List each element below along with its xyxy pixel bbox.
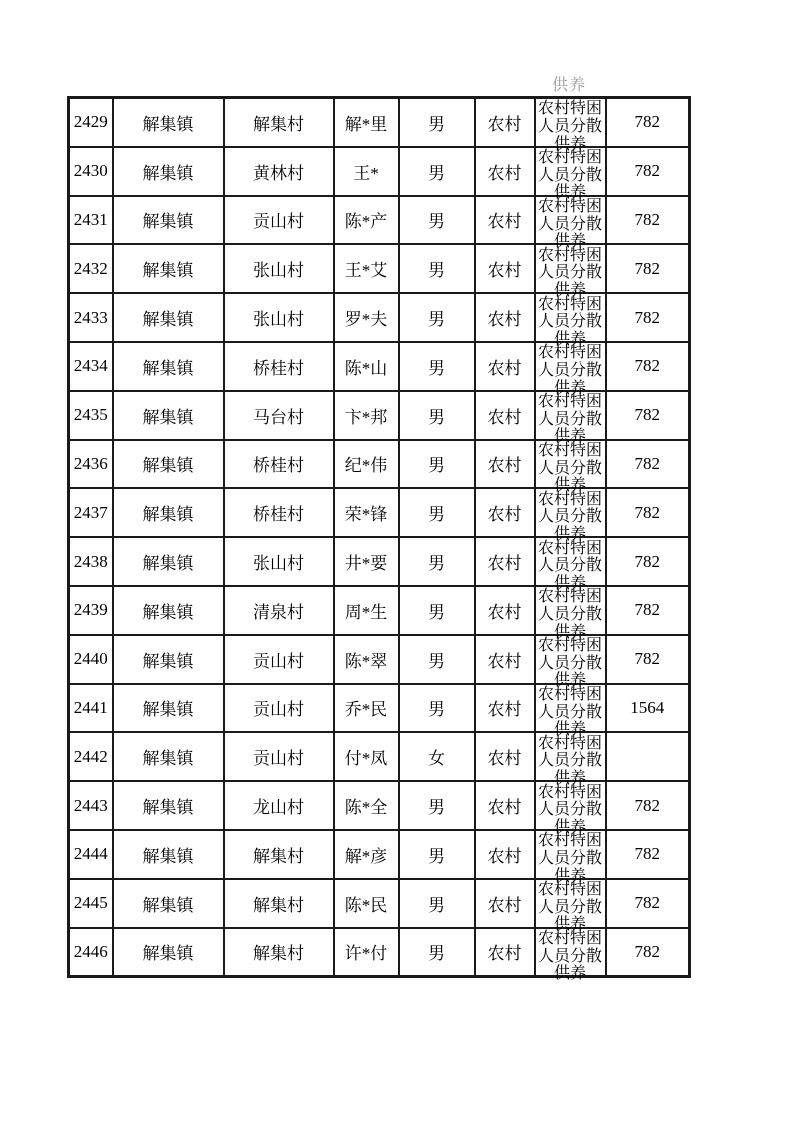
cell-town: 解集镇 — [113, 684, 224, 733]
cell-name: 王*艾 — [334, 244, 399, 293]
cell-category — [535, 147, 606, 202]
cell-category — [535, 586, 606, 641]
cell-category — [535, 196, 606, 251]
cell-town: 解集镇 — [113, 732, 224, 781]
category-text: 农村特困人员分散供养 — [537, 344, 602, 397]
cell-area: 农村 — [475, 391, 535, 440]
cell-village: 贡山村 — [224, 635, 334, 684]
cell-area: 农村 — [475, 928, 535, 977]
cell-seq: 2435 — [69, 391, 113, 440]
category-text: 农村特困人员分散供养 — [537, 637, 602, 690]
cell-amount: 782 — [606, 537, 690, 586]
cell-category — [535, 244, 606, 299]
table-row — [69, 98, 690, 147]
category-text: 农村特困人员分散供养 — [537, 441, 602, 495]
cell-town: 解集镇 — [113, 781, 224, 830]
cell-village: 贡山村 — [224, 196, 334, 245]
cell-seq: 2433 — [69, 293, 113, 342]
cell-area: 农村 — [475, 440, 535, 489]
table-row — [69, 440, 690, 489]
table-row — [69, 244, 690, 293]
cell-seq: 2438 — [69, 537, 113, 586]
cell-category — [535, 98, 606, 153]
cell-gender: 男 — [399, 537, 475, 586]
cell-amount: 782 — [606, 586, 690, 635]
cell-seq: 2445 — [69, 879, 113, 928]
cell-amount: 782 — [606, 830, 690, 879]
cell-town: 解集镇 — [113, 342, 224, 391]
cell-name: 许*付 — [334, 928, 399, 977]
cell-amount — [606, 732, 690, 781]
cell-seq: 2442 — [69, 732, 113, 781]
cell-village: 桥桂村 — [224, 488, 334, 537]
category-text: 农村特困人员分散供养 — [537, 295, 602, 348]
cell-name: 乔*民 — [334, 684, 399, 733]
cell-area: 农村 — [475, 98, 535, 147]
prev-page-clipped-text-label: 供养 — [551, 77, 586, 94]
cell-name: 周*生 — [334, 586, 399, 635]
table-row — [69, 586, 690, 635]
cell-category — [535, 440, 606, 495]
cell-town: 解集镇 — [113, 244, 224, 293]
cell-name: 解*彦 — [334, 830, 399, 879]
category-text: 农村特困人员分散供养 — [537, 539, 602, 592]
cell-town: 解集镇 — [113, 196, 224, 245]
cell-village: 龙山村 — [224, 781, 334, 830]
cell-village: 桥桂村 — [224, 342, 334, 391]
cell-area: 农村 — [475, 196, 535, 245]
cell-amount: 782 — [606, 488, 690, 537]
cell-town: 解集镇 — [113, 293, 224, 342]
cell-gender: 女 — [399, 732, 475, 781]
cell-area: 农村 — [475, 732, 535, 781]
cell-amount: 782 — [606, 879, 690, 928]
table-row — [69, 732, 690, 781]
cell-gender: 男 — [399, 147, 475, 196]
cell-village: 解集村 — [224, 879, 334, 928]
cell-category — [535, 684, 606, 739]
cell-town: 解集镇 — [113, 147, 224, 196]
cell-seq: 2430 — [69, 147, 113, 196]
table-row — [69, 635, 690, 684]
cell-category — [535, 879, 606, 934]
table-row — [69, 342, 690, 391]
category-text: 农村特困人员分散供养 — [537, 100, 602, 153]
cell-seq: 2444 — [69, 830, 113, 879]
cell-gender: 男 — [399, 488, 475, 537]
cell-village: 张山村 — [224, 244, 334, 293]
cell-area: 农村 — [475, 781, 535, 830]
category-text: 农村特困人员分散供养 — [537, 246, 602, 299]
cell-town: 解集镇 — [113, 879, 224, 928]
category-text: 农村特困人员分散供养 — [537, 490, 602, 543]
cell-seq: 2434 — [69, 342, 113, 391]
table-row — [69, 147, 690, 196]
cell-gender: 男 — [399, 98, 475, 147]
table-row — [69, 928, 690, 977]
category-text: 农村特困人员分散供养 — [537, 783, 602, 836]
cell-name: 纪*伟 — [334, 440, 399, 489]
cell-amount: 782 — [606, 147, 690, 196]
cell-amount: 782 — [606, 781, 690, 830]
cell-seq: 2432 — [69, 244, 113, 293]
cell-category — [535, 928, 606, 983]
cell-town: 解集镇 — [113, 928, 224, 977]
cell-village: 清泉村 — [224, 586, 334, 635]
cell-town: 解集镇 — [113, 830, 224, 879]
cell-village: 黄林村 — [224, 147, 334, 196]
cell-category — [535, 537, 606, 592]
category-text: 农村特困人员分散供养 — [537, 929, 602, 983]
cell-amount: 782 — [606, 391, 690, 440]
cell-area: 农村 — [475, 342, 535, 391]
category-text: 农村特困人员分散供养 — [537, 197, 602, 251]
cell-name: 陈*山 — [334, 342, 399, 391]
category-text: 农村特困人员分散供养 — [537, 881, 602, 934]
cell-category — [535, 732, 606, 787]
category-text: 农村特困人员分散供养 — [537, 832, 602, 885]
cell-amount: 782 — [606, 196, 690, 245]
cell-amount: 782 — [606, 342, 690, 391]
cell-name: 陈*民 — [334, 879, 399, 928]
cell-area: 农村 — [475, 537, 535, 586]
cell-village: 马台村 — [224, 391, 334, 440]
cell-name: 付*凤 — [334, 732, 399, 781]
table-row — [69, 879, 690, 928]
cell-village: 解集村 — [224, 830, 334, 879]
cell-seq: 2441 — [69, 684, 113, 733]
table-row — [69, 684, 690, 733]
cell-village: 解集村 — [224, 98, 334, 147]
cell-gender: 男 — [399, 830, 475, 879]
cell-category — [535, 391, 606, 446]
cell-area: 农村 — [475, 293, 535, 342]
cell-seq: 2431 — [69, 196, 113, 245]
cell-seq: 2443 — [69, 781, 113, 830]
category-text: 农村特困人员分散供养 — [537, 393, 602, 446]
cell-area: 农村 — [475, 635, 535, 684]
cell-area: 农村 — [475, 147, 535, 196]
cell-village: 张山村 — [224, 293, 334, 342]
cell-gender: 男 — [399, 196, 475, 245]
cell-amount: 782 — [606, 98, 690, 147]
cell-gender: 男 — [399, 781, 475, 830]
table-row — [69, 830, 690, 879]
cell-gender: 男 — [399, 440, 475, 489]
record-table — [67, 96, 691, 983]
category-text: 农村特困人员分散供养 — [537, 149, 602, 202]
cell-town: 解集镇 — [113, 635, 224, 684]
cell-gender: 男 — [399, 586, 475, 635]
cell-area: 农村 — [475, 684, 535, 733]
cell-town: 解集镇 — [113, 537, 224, 586]
cell-amount: 1564 — [606, 684, 690, 733]
table-body — [69, 98, 690, 983]
cell-category — [535, 830, 606, 885]
cell-name: 井*要 — [334, 537, 399, 586]
cell-category — [535, 781, 606, 836]
category-text: 农村特困人员分散供养 — [537, 734, 602, 787]
cell-village: 贡山村 — [224, 732, 334, 781]
prev-page-clipped-text — [534, 77, 604, 95]
cell-village: 解集村 — [224, 928, 334, 977]
cell-name: 罗*夫 — [334, 293, 399, 342]
cell-area: 农村 — [475, 879, 535, 928]
cell-category — [535, 488, 606, 543]
table-row — [69, 781, 690, 830]
cell-category — [535, 342, 606, 397]
cell-seq: 2440 — [69, 635, 113, 684]
cell-gender: 男 — [399, 342, 475, 391]
cell-village: 桥桂村 — [224, 440, 334, 489]
table-row — [69, 488, 690, 537]
cell-name: 陈*产 — [334, 196, 399, 245]
table-row — [69, 196, 690, 245]
cell-name: 卞*邦 — [334, 391, 399, 440]
cell-amount: 782 — [606, 635, 690, 684]
table-row — [69, 537, 690, 586]
cell-category — [535, 635, 606, 690]
cell-village: 贡山村 — [224, 684, 334, 733]
cell-amount: 782 — [606, 244, 690, 293]
cell-gender: 男 — [399, 684, 475, 733]
cell-gender: 男 — [399, 244, 475, 293]
cell-seq: 2437 — [69, 488, 113, 537]
cell-gender: 男 — [399, 928, 475, 977]
cell-name: 荣*锋 — [334, 488, 399, 537]
cell-amount: 782 — [606, 928, 690, 977]
cell-village: 张山村 — [224, 537, 334, 586]
cell-town: 解集镇 — [113, 586, 224, 635]
cell-name: 解*里 — [334, 98, 399, 147]
cell-seq: 2436 — [69, 440, 113, 489]
cell-seq: 2439 — [69, 586, 113, 635]
cell-category — [535, 293, 606, 348]
cell-town: 解集镇 — [113, 98, 224, 147]
cell-seq: 2429 — [69, 98, 113, 147]
cell-gender: 男 — [399, 293, 475, 342]
cell-gender: 男 — [399, 391, 475, 440]
cell-gender: 男 — [399, 635, 475, 684]
cell-name: 陈*翠 — [334, 635, 399, 684]
cell-town: 解集镇 — [113, 391, 224, 440]
cell-town: 解集镇 — [113, 440, 224, 489]
category-text: 农村特困人员分散供养 — [537, 588, 602, 641]
cell-amount: 782 — [606, 440, 690, 489]
cell-area: 农村 — [475, 488, 535, 537]
table-row — [69, 391, 690, 440]
cell-area: 农村 — [475, 586, 535, 635]
table-row — [69, 293, 690, 342]
cell-gender: 男 — [399, 879, 475, 928]
cell-seq: 2446 — [69, 928, 113, 977]
cell-name: 陈*全 — [334, 781, 399, 830]
cell-area: 农村 — [475, 244, 535, 293]
category-text: 农村特困人员分散供养 — [537, 685, 602, 739]
cell-area: 农村 — [475, 830, 535, 879]
cell-name: 王* — [334, 147, 399, 196]
cell-amount: 782 — [606, 293, 690, 342]
cell-town: 解集镇 — [113, 488, 224, 537]
